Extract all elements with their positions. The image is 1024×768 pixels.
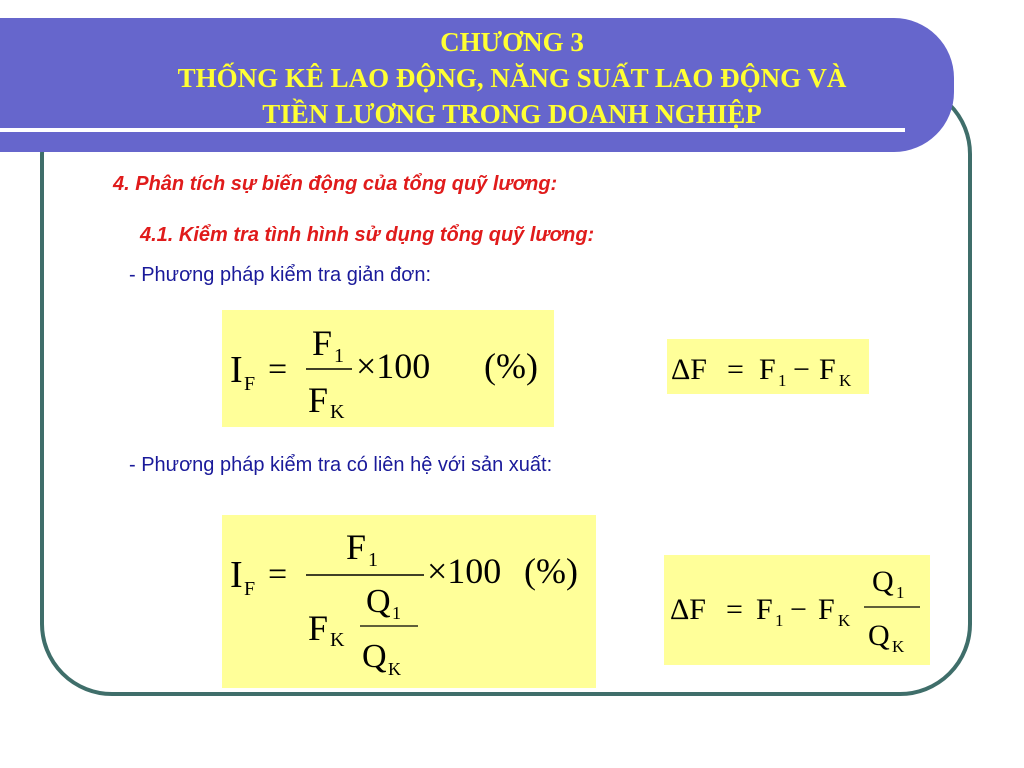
svg-text:×100: ×100: [356, 346, 431, 386]
svg-text:I: I: [230, 349, 243, 391]
svg-text:×100: ×100: [427, 551, 502, 591]
svg-text:F: F: [346, 527, 367, 567]
svg-text:K: K: [388, 659, 401, 679]
svg-text:F: F: [819, 353, 836, 386]
svg-text:Q: Q: [872, 565, 894, 598]
svg-text:Q: Q: [868, 619, 890, 652]
svg-text:1: 1: [334, 345, 344, 367]
method-production-label: - Phương pháp kiểm tra có liên hệ với sản xuất:: [129, 454, 553, 476]
svg-text:I: I: [230, 554, 243, 596]
formula-index-production: [222, 515, 596, 688]
svg-text:F: F: [308, 380, 329, 420]
svg-text:K: K: [892, 637, 905, 656]
svg-text:K: K: [838, 611, 851, 630]
svg-text:1: 1: [778, 371, 787, 390]
svg-text:K: K: [330, 401, 345, 423]
title-line-2: THỐNG KÊ LAO ĐỘNG, NĂNG SUẤT LAO ĐỘNG VÀ: [177, 63, 847, 93]
svg-text:F: F: [818, 593, 835, 626]
svg-text:F: F: [312, 323, 333, 363]
svg-text:ΔF: ΔF: [670, 593, 706, 626]
method-simple-label: - Phương pháp kiểm tra giản đơn:: [129, 264, 432, 286]
svg-text:=: =: [726, 593, 743, 626]
svg-text:1: 1: [392, 603, 401, 623]
section-heading: 4. Phân tích sự biến động của tổng quỹ lương:: [113, 173, 558, 195]
svg-text:Q: Q: [362, 638, 387, 675]
chapter-title: CHƯƠNG 3: [440, 27, 584, 57]
svg-text:F: F: [759, 353, 776, 386]
svg-text:1: 1: [368, 549, 378, 571]
formula-deviation-production: [664, 555, 930, 665]
svg-text:ΔF: ΔF: [671, 353, 707, 386]
svg-text:1: 1: [896, 583, 905, 602]
svg-text:1: 1: [775, 611, 784, 630]
subsection-heading: 4.1. Kiểm tra tình hình sử dụng tổng quỹ lương:: [140, 224, 595, 246]
svg-text:F: F: [244, 373, 256, 395]
svg-text:=: =: [727, 353, 744, 386]
svg-text:F: F: [308, 608, 329, 648]
svg-text:K: K: [839, 371, 852, 390]
title-line-3: TIỀN LƯƠNG TRONG DOANH NGHIỆP: [262, 99, 762, 129]
svg-text:K: K: [330, 629, 345, 651]
svg-text:(%): (%): [484, 346, 538, 386]
svg-text:(%): (%): [524, 551, 578, 591]
svg-text:F: F: [756, 593, 773, 626]
svg-text:−: −: [793, 353, 810, 386]
svg-text:=: =: [268, 556, 288, 593]
svg-text:F: F: [244, 578, 256, 600]
svg-text:−: −: [790, 593, 807, 626]
formula-deviation-simple: [667, 339, 869, 394]
svg-text:Q: Q: [366, 583, 391, 620]
svg-text:=: =: [268, 351, 288, 388]
formula-index-simple: [222, 310, 554, 427]
